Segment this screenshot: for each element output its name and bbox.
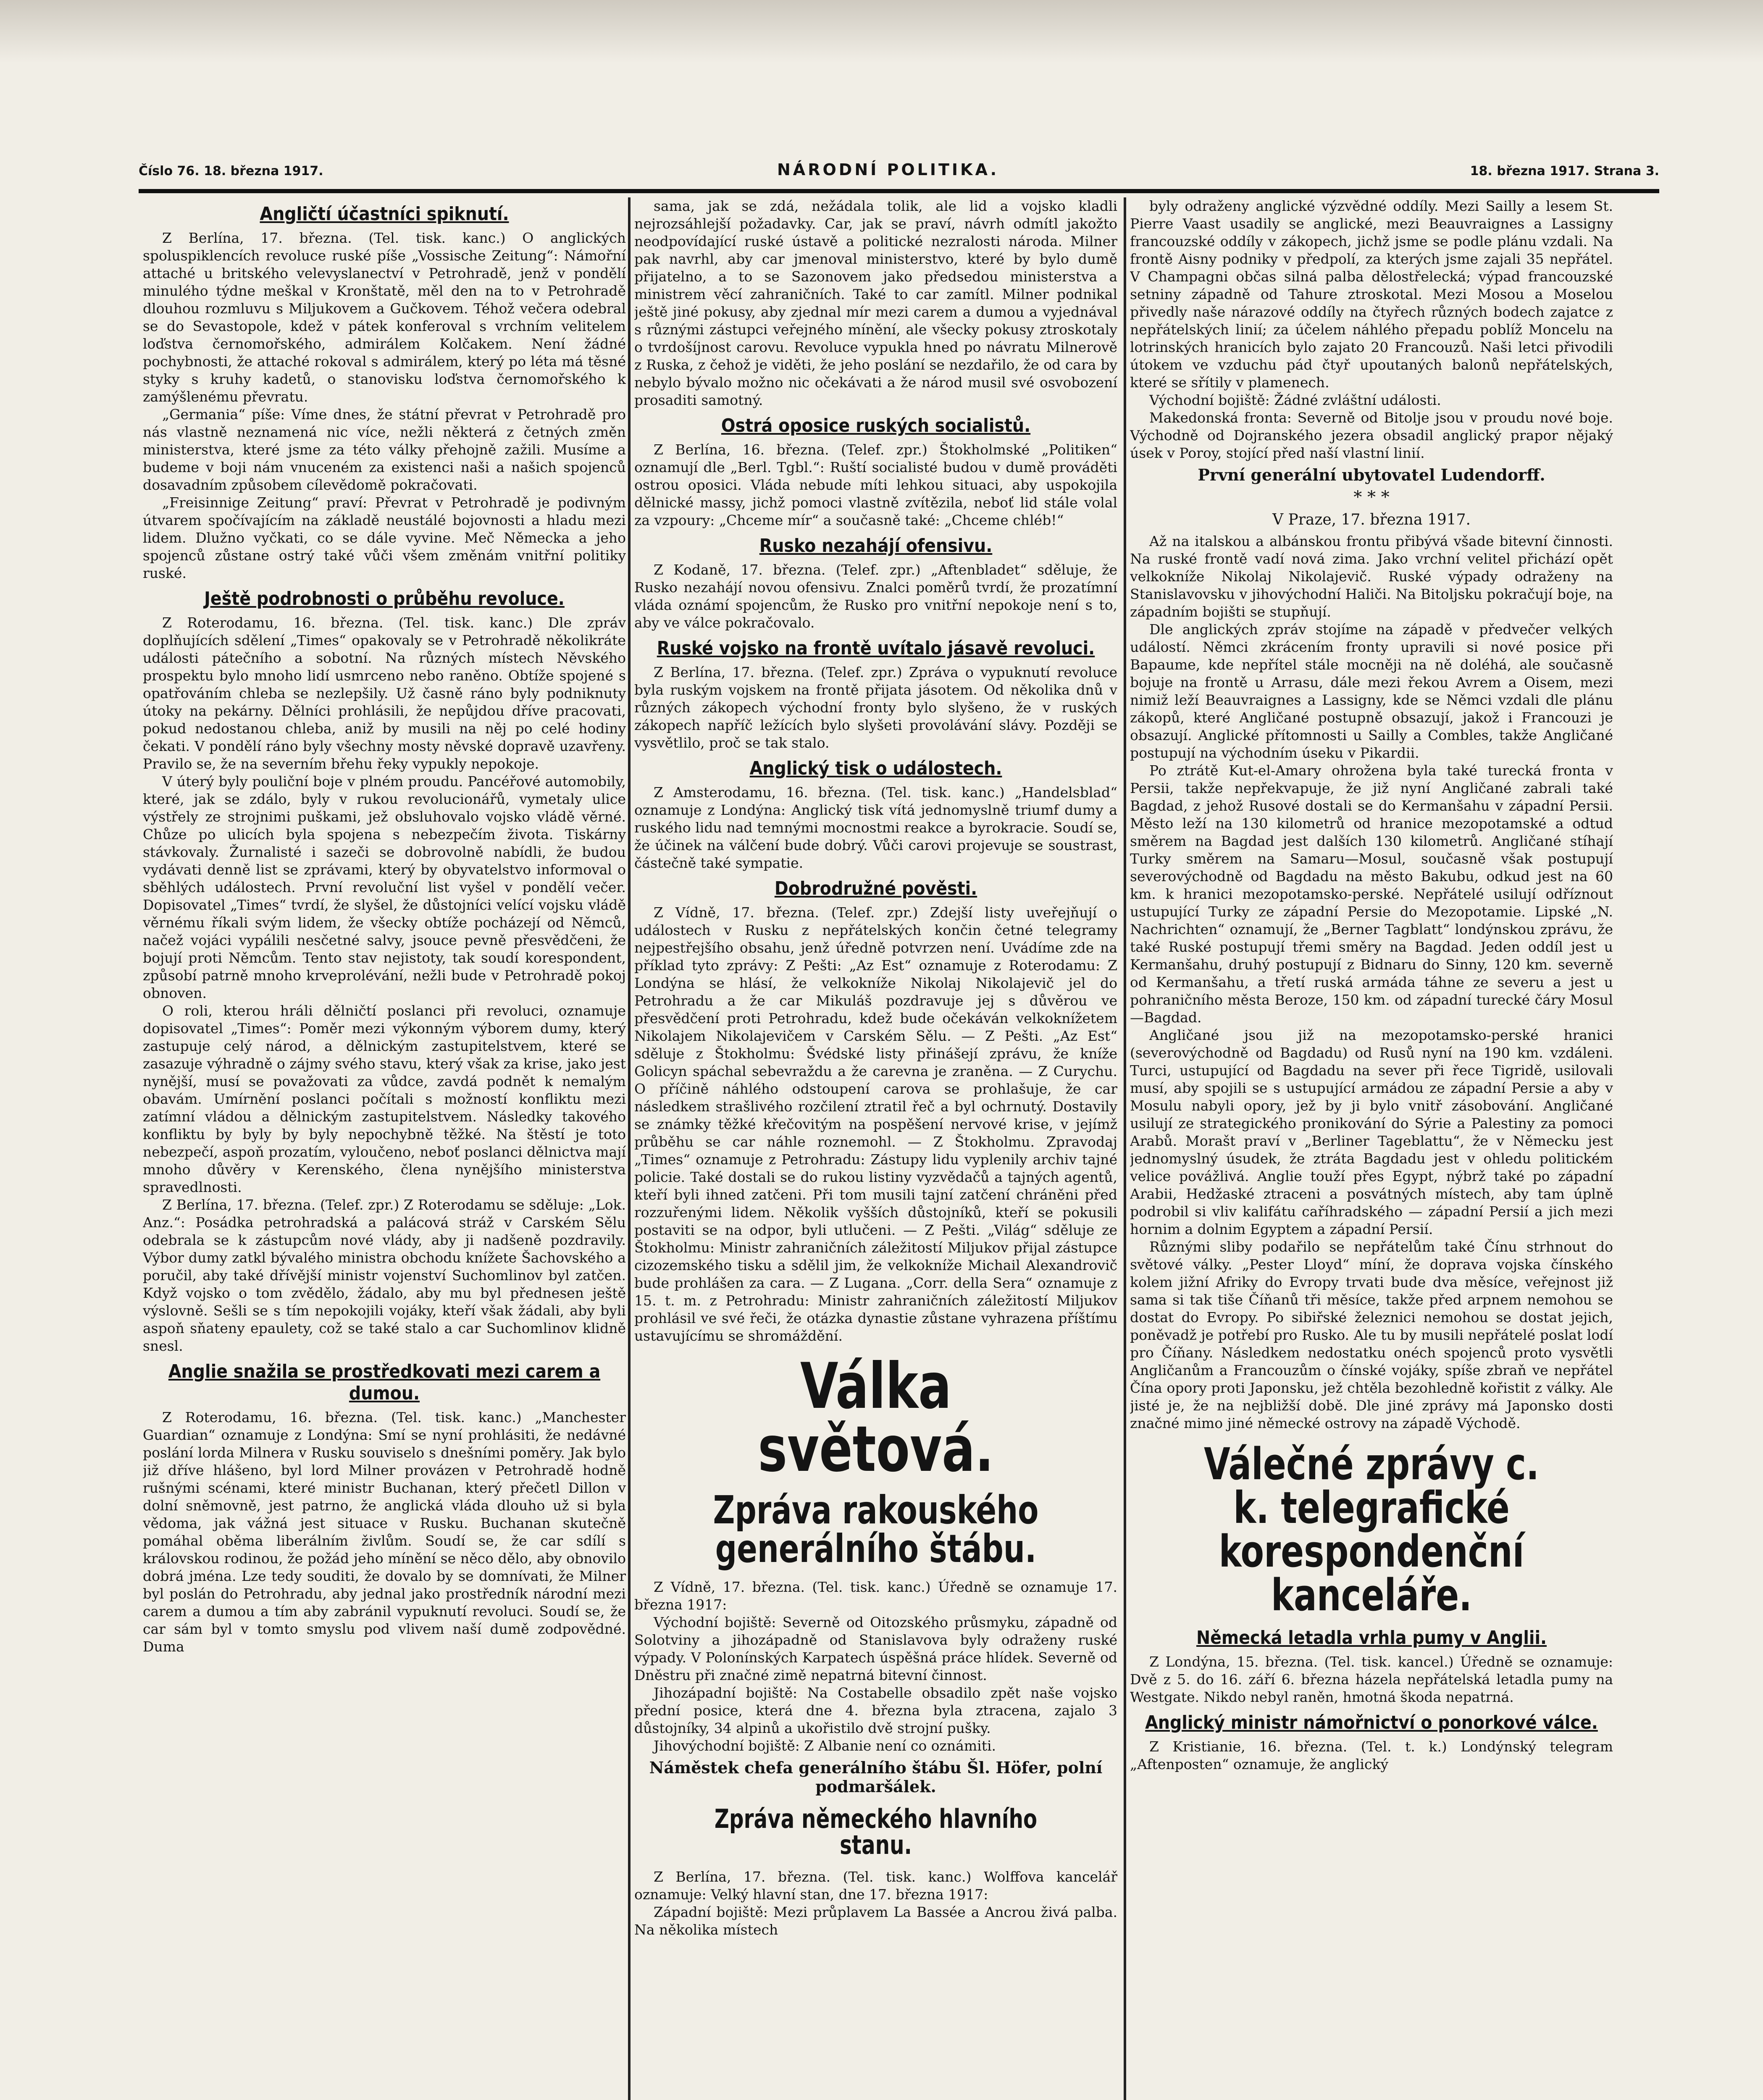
signature-line: První generální ubytovatel Ludendorff. xyxy=(1198,465,1545,484)
article-paragraph: Z Vídně, 17. března. (Telef. zpr.) Zdejší listy uveřejňují o událostech v Rusku z nepřátelských končin četné telegramy nejpestřejšího obsahu, jenž úředně potvrzen není. Uvádíme zde na příklad tyto zprávy: Z Pešti: „Az Est“ oznamuje z Roterodamu: Z Londýna se hlásí, že velkokníže Nikolaj Nikolajevič jel do Petrohradu a že car Mikuláš pozdravuje jej s důvěrou ve přesvědčení proti Petrohradu, kdež bude očekáván velkoknížetem Nikolajem Nikolajevičem v Carském Sělu. — Z Pešti. „Az Est“ sděluje z Štokholmu: Švédské listy přinášejí zprávu, že kníže Golicyn spáchal sebevraždu a že carevna je zraněna. — Z Curychu. O příčině náhlého odstoupení carova se prohlašuje, že car následkem strašlivého rozčilení ztratil řeč a byl ochrnutý. Dostavily se známky těžké křečovitým na pospěšení nervové krise, v jejímž průběhu se car náhle roznemohl. — Z Štokholmu. Zpravodaj „Times“ oznamuje z Petrohradu: Zástupy lidu vyplenily archiv tajné policie. Také dostali se do rukou listiny vyzvědačů a tajných agentů, kteří byli ihned zatčeni. Při tom musili tajní zatčení chráněni před rozzuřenými lidem. Několik vyšších důstojníků, kteří se pokusili postaviti se na odpor, byli utlučeni. — Z Pešti. „Világ“ sděluje ze Štokholmu: Ministr zahraničních záležitostí Miljukov přijal zástupce cizozemského tisku a sdělil jim, že velkokníže Michail Alexandrovič bude prohlášen za cara. — Z Lugana. „Corr. della Sera“ oznamuje z 15. t. m. z Petrohradu: Ministr zahraničních záležitostí Miljukov prohlásil ve své řeči, že otázka dynastie zůstane vyhrazena příštímu ustavujícímu se shromáždění. xyxy=(634,904,1117,1344)
article-paragraph: Různými sliby podařilo se nepřátelům také Čínu strhnout do světové války. „Pester Lloyd“ míní, že doprava vojska čínského kolem jižní Afriky do Evropy trvati bude dva měsíce, veřejnost již sama si tak tiše Číňanů tři měsíce, takže před arpnem nemohou se dostat do Evropy. Po sibiřské železnici nemohou se dostat jejich, poněvadž je potřebí pro Rusko. Ale tu by musili nepřátelé poslat lodí pro Číňany. Následkem nedostatku onéch spojenců proto vysvětli Angličanům a Francouzům o čínské vojáky, spíše zbraň ve nepřátel Čína opory proti Japonsku, jež chtěla bezohledně kořistit z války. Ale jisté je, že na nejbližší době. Dle jiné zprávy má Japonsko dosti značné mimo jiné německé ostrovy na západě Východě. xyxy=(1130,1239,1613,1431)
article-paragraph: Z Berlína, 17. března. (Tel. tisk. kanc.) Wolffova kancelář oznamuje: Velký hlavní stan, dne 17. března 1917: xyxy=(634,1869,1117,1903)
article-paragraph: Z Berlína, 17. března. (Telef. zpr.) Z Roterodamu se sděluje: „Lok. Anz.“: Posádka petrohradská a palácová stráž v Carském Sělu odebrala se k zástupcům nové vlády, aby ji nadšeně pozdravily. Výbor dumy zatkl bývalého ministra obchodu knížete Šachovského a poručil, aby také dřívější ministr vojenství Suchomlinov byl zatčen. Když vojsko o tom zvědělo, žádalo, aby mu byl přednesen ještě výslovně. Sešli se s tím nepokojili vojáky, kteří však žádali, aby byli aspoň sňateny epaulety, což se také stalo a car Suchomlinov klidně snesl. xyxy=(143,1197,626,1354)
article-headline: Rusko nezahájí ofensivu. xyxy=(759,535,993,556)
article-paragraph: Až na italskou a albánskou frontu přibývá všade bitevní činnosti. Na ruské frontě vadí nová zima. Jako vrchní velitel přichází opět velkokníže Nikolaj Nikolajevič. Ruské výpady odraženy na Stanislavovsku v jihovýchodní Haliči. Na Bitoljsku pokračují boje, na západním bojišti se stupňují. xyxy=(1130,533,1613,620)
article-paragraph: Po ztrátě Kut-el-Amary ohrožena byla také turecká fronta v Persii, takže nepřekvapuje, že již nyní Angličané zabrali také Bagdad, z jehož Rusové dostali se do Kermanšahu v západní Persii. Město leží na 130 kilometrů od hranice mezopotamské a odtud směrem na Bagdad jest dalších 130 kilometrů. Angličané stíhají Turky směrem na Samaru—Mosul, současně však postupují severovýchodně od Bagdadu na město Bakubu, odkud jest na 60 km. k hranici mezopotamsko-perské. Nepřátelé usilují odříznout ustupující Turky ze západní Persie do Mezopotamie. Lipské „N. Nachrichten“ oznamují, že „Berner Tagblatt“ londýnskou zprávu, že také Ruské postupují třemi směry na Bagdad. Jeden oddíl jest u Kermanšahu, druhý postupují z Bidnaru do Sinny, 120 km. severně od Kermanšahu, a třetí ruská armáda táhne ze severu a jest u pohraničního města Beroze, 150 km. od západní turecké čáry Mosul—Bagdad. xyxy=(1130,762,1613,1026)
article-headline: Anglický ministr námořnictví o ponorkové válce. xyxy=(1145,1712,1598,1733)
article-paragraph: Jihovýchodní bojiště: Z Albanie není co oznámiti. xyxy=(654,1738,996,1754)
article-paragraph: Z Berlína, 17. března. (Telef. zpr.) Zpráva o vypuknutí revoluce byla ruským vojskem na frontě přijata jásotem. Od několika dnů v různých zákopech východní fronty bylo slyšeno, že v ruských zákopech napříč ležících bylo slyšeti provolávání slávy. Později se vysvětlilo, proč se tak stalo. xyxy=(634,664,1117,751)
article-paragraph: Z Londýna, 15. března. (Tel. tisk. kancel.) Úředně se oznamuje: Dvě z 5. do 16. září 6. března házela nepřátelská letadla pumy na Westgate. Nikdo nebyl raněn, hmotná škoda nepatrná. xyxy=(1130,1654,1613,1705)
article-paragraph: Východní bojiště: Severně od Oitozského průsmyku, západně od Solotviny a jihozápadně od Stanislavova byly odraženy ruské výpady. V Polonínských Karpatech úspěšná práce hlídek. Severně od Dněstru při značné zimě nepatrná bitevní činnost. xyxy=(634,1614,1117,1683)
section-banner: Zpráva rakouského generálního štábu. xyxy=(713,1488,1039,1571)
article-paragraph: „Germania“ píše: Víme dnes, že státní převrat v Petrohradě pro nás vlastně neznamená nic více, nežli některá z četných změn ministerstva, které jsme za této války přehojně zažili. Musíme a budeme v boji nám vnuceném za existenci naši a našich spojenců dosavadním způsobem cílevědomě pokračovati. xyxy=(143,406,626,493)
article-paragraph: Východní bojiště: Žádné zvláštní události. xyxy=(1149,392,1441,408)
article-paragraph: Jihozápadní bojiště: Na Costabelle obsadilo zpět naše vojsko přední posice, která dne 4. března byla ztracena, zajalo 3 důstojníky, 34 alpinů a ukořistilo dvě strojní pušky. xyxy=(634,1685,1117,1736)
article-headline: Angličtí účastníci spiknutí. xyxy=(260,203,509,225)
page-header xyxy=(139,160,1659,189)
column-1 xyxy=(143,197,626,2100)
article-paragraph: Z Kristianie, 16. března. (Tel. t. k.) Londýnský telegram „Aftenposten“ oznamuje, že anglický xyxy=(1130,1738,1613,1772)
article-paragraph: Z Roterodamu, 16. března. (Tel. tisk. kanc.) Dle zpráv doplňujících sdělení „Times“ opakovaly se v Petrohradě několikráte události pátečního a sobotní. Na různých místech Něvského prospektu bylo mnoho lidí usmrceno nebo raněno. Obtíže spojené s opatřováním chleba se nezlepšily. Už časně ráno byly podniknuty útoky na pekárny. Dělníci prohlásili, že nepůjdou dříve pracovati, pokud nedostanou chleba, aniž by musili na něj po celé hodiny čekati. V pondělí ráno byly všechny mosty něvské dopravě uzavřeny. Pravilo se, že na severním břehu řeky vypukly nepokoje. xyxy=(143,614,626,772)
masthead-title: NÁRODNÍ POLITIKA. xyxy=(777,160,999,179)
article-paragraph: Makedonská fronta: Severně od Bitolje jsou v proudu nové boje. Východně od Dojranského jezera obsadil anglický prapor nějaký úsek v Poroy, stojící před naší vlastní linií. xyxy=(1130,410,1613,461)
column-3 xyxy=(1130,197,1613,2100)
column-divider xyxy=(1124,197,1126,2100)
article-headline: Ještě podrobnosti o průběhu revoluce. xyxy=(204,588,565,609)
article-paragraph: sama, jak se zdá, nežádala tolik, ale lid a vojsko kladli nejrozsáhlejší požadavky. Car, jak se praví, návrh odmítl jakožto neodpovídající ruské ústavě a politické nezralosti národa. Milner pak navrhl, aby car jmenoval ministerstvo, které by bylo dumě přijatelno, a to se Sazonovem jako předsedou ministerstva a ministrem věcí zahraničních. Také to car zamítl. Milner podnikal ještě jiné pokusy, aby zjednal mír mezi carem a dumou a vyjednával s různými zástupci veřejného mínění, ale všecky pokusy ztroskotaly o tvrdošíjnost carovu. Revoluce vypukla hned po návratu Milnerově z Ruska, z čehož je viděti, že jeho poslání se nezdařilo, že od cara by nebylo bývalo možno nic očekávati a že národ musil své osvobození prosaditi samotný. xyxy=(634,198,1117,408)
article-headline: Anglický tisk o událostech. xyxy=(749,758,1002,779)
article-paragraph: Z Berlína, 17. března. (Tel. tisk. kanc.) O anglických spoluspiklencích revoluce ruské píše „Vossische Zeitung“: Námořní attaché u britského velevyslanectví v Petrohradě, jenž v pondělí minulého týdne meškal v Kronštatě, měl den na to v Petrohradě dlouhou rozmluvu s Miljukovem a Gučkovem. Téhož večera odebral se do Sevastopole, kdež v pátek konferoval s vrchním velitelem loďstva černomořského, admirálem Kolčakem. Není žádné pochybnosti, že attaché rokoval s admirálem, který po léta má těsné styky s kruhy kadetů, o stanovisku loďstva černomořského k zamýšlenému převratu. xyxy=(143,230,626,405)
separator-stars: * * * xyxy=(1353,488,1390,507)
article-headline: Německá letadla vrhla pumy v Anglii. xyxy=(1196,1627,1547,1648)
article-headline: Ostrá oposice ruských socialistů. xyxy=(721,415,1031,436)
dateline: V Praze, 17. března 1917. xyxy=(1272,511,1471,528)
article-paragraph: Z Vídně, 17. března. (Tel. tisk. kanc.) Úředně se oznamuje 17. března 1917: xyxy=(634,1579,1117,1613)
article-paragraph: byly odraženy anglické výzvědné oddíly. Mezi Sailly a lesem St. Pierre Vaast usadily se anglické, mezi Beauvraignes a Lassigny francouzské oddíly v zákopech, jichž jsme se podle plánu vzdali. Na frontě Aisny podniky v předpolí, za kterých jsme zajali 35 nepřátel. V Champagni občas silná palba dělostřelecká; výpad francouzské setniny západně od Tahure ztroskotal. Mezi Mosou a Moselou přivedly naše nárazové oddíly na čtyřech různých bodech zajatce z nepřátelských linií; za účelem náhlého přepadu poblíž Moncelu na lotrinských hranicích bylo zajato 20 Francouzů. Naši letci přivodili útokem ve vzduchu pád čtyř upoutaných balonů nepřátelských, které se sřítily v plamenech. xyxy=(1130,198,1613,391)
article-paragraph: O roli, kterou hráli dělničtí poslanci při revoluci, oznamuje dopisovatel „Times“: Poměr mezi výkonným výborem dumy, který zastupuje celý národ, a dělnickým zastupitelstvem, které se zasazuje výhradně o zájmy svého stavu, který však za krise, jako jest nynější, musí se považovati za vůdce, zavdá podnět k nemalým obavám. Umírnění poslanci počítali s možností konfliktu mezi zatímní vládou a dělnickým zastupitelstvem. Následky takového konfliktu by byly by byly nepochybně těžké. Na štěstí je toto nebezpečí, aspoň prozatím, vyloučeno, neboť poslanci dělnictva mají mnoho důvěry v Kerenského, člena nynějšího ministerstva spravedlnosti. xyxy=(143,1003,626,1195)
article-paragraph: „Freisinnige Zeitung“ praví: Převrat v Petrohradě je podivným útvarem spočívajícím na základě neustálé bojovnosti a hladu mezi lidem. Dlužno vyčkati, co se dále vyvine. Meč Německa a jeho spojenců zůstane ostrý také vůči všem změnám vnitřní politiky ruské. xyxy=(143,494,626,581)
article-headline: Ruské vojsko na frontě uvítalo jásavě revoluci. xyxy=(657,638,1095,659)
article-paragraph: V úterý byly pouliční boje v plném proudu. Pancéřové automobily, které, jak se zdálo, byly v rukou revolucionářů, vymetaly ulice výstřely ze strojnimi puškami, jež obsluhovalo vojsko vládě věrné. Chůze po ulicích byla spojena s nebezpečím života. Tiskárny stávkovaly. Žurnalisté i sazeči se dobrovolně nabídli, že budou vydávati denně list se zprávami, který by obyvatelstvo informoval o sběhlých událostech. První revoluční list vyšel v pondělí večer. Dopisovatel „Times“ tvrdí, že slyšel, že důstojníci velící vojsku vládě věrnému říkali svým lidem, že všecky obtíže pocházejí od Němců, načež vojáci vypálili nesčetné salvy, jsouce pevně přesvědčeni, že bojují proti Němcům. Tento stav nejistoty, tak soudí korespondent, způsobí patrně mnoho krveprolévání, nežli bude v Petrohradě pokoj obnoven. xyxy=(143,773,626,1001)
column-2 xyxy=(634,197,1117,2100)
article-paragraph: Z Kodaně, 17. března. (Telef. zpr.) „Aftenbladet“ sděluje, že Rusko nezahájí novou ofensivu. Znalci poměrů tvrdí, že prozatímní vláda oznámí spojencům, že Rusko pro vnitřní nepokoje není s to, aby ve válce pokračovalo. xyxy=(634,562,1117,631)
section-banner: Zpráva německého hlavního stanu. xyxy=(714,1803,1038,1860)
article-paragraph: Západní bojiště: Mezi průplavem La Bassée a Ancrou živá palba. Na několika místech xyxy=(634,1904,1117,1938)
header-right: 18. března 1917. Strana 3. xyxy=(1470,164,1659,178)
scan-edge xyxy=(0,0,1763,63)
signature-line: Náměstek chefa generálního štábu Šl. Höfer, polní podmaršálek. xyxy=(649,1758,1103,1796)
article-headline: Dobrodružné pověsti. xyxy=(774,878,977,899)
article-paragraph: Z Roterodamu, 16. března. (Tel. tisk. kanc.) „Manchester Guardian“ oznamuje z Londýna: Smí se nyní prohlásiti, že nedávné poslání lorda Milnera v Rusku souviselo s dnešními poměry. Jak bylo již dříve hlášeno, byl lord Milner provázen v Petrohradě hodně rušnými scénami, které ministr Buchanan, který přečetl Dillon v dolní sněmovně, jest patrno, že anglická vláda dlouho už si byla vědoma, jak vážná jest situace v Rusku. Buchanan skutečně pomáhal oběma liberálním živlům. Soudí se, že car sdílí s královskou rodinou, že požád jeho mínění se něco dělo, aby obnovilo dobrá jména. Lze tedy souditi, že dovalo by se domnívati, že Milner byl poslán do Petrohradu, aby jednal jako prostředník národní mezi carem a dumou a tím aby zabránil vypuknutí revoluci. Soudí se, že car sám byl v tomto smyslu pod vlivem naší dumě zodpovědné. Duma xyxy=(143,1409,626,1655)
column-divider xyxy=(628,197,631,2100)
article-paragraph: Z Amsterodamu, 16. března. (Tel. tisk. kanc.) „Handelsblad“ oznamuje z Londýna: Anglický tisk vítá jednomyslně triumf dumy a ruského lidu nad temnými mocnostmi reakce a byrokracie. Soudí se, že účinek na válčení bude dobrý. Vůči carovi projevuje se soustrast, částečně také sympatie. xyxy=(634,784,1117,871)
article-paragraph: Angličané jsou již na mezopotamsko-perské hranici (severovýchodně od Bagdadu) od Rusů nyní na 190 km. vzdáleni. Turci, ustupující od Bagdadu na sever při řece Tigridě, usilovali musí, aby spojili se s ustupující armádou ze západní Persie a aby v Mosulu nabyli opory, jež by ji bylo vnitř zásobování. Angličané usilují ze strategického pronikování do Sýrie a Palestiny za pomoci Arabů. Morašt praví v „Berliner Tageblattu“, že v Německu jest jednomyslný úsudek, že ztráta Bagdadu jest v ohledu politickém velice povážlivá. Anglie touží přes Egypt, nýbrž také po západní Arabii, Hedžaské ztraceni a posvátných místech, aby tam úplně podrobil si vliv kalifátu caříhradského — západní Persií a jich mezi hornim a dolnim Egyptem a západní Persií. xyxy=(1130,1027,1613,1237)
section-banner: Válka světová. xyxy=(758,1350,994,1486)
header-rule xyxy=(139,189,1659,193)
article-headline: Anglie snažila se prostředkovati mezi carem a dumou. xyxy=(168,1361,601,1404)
section-banner: Válečné zprávy c. k. telegrafické korespondenční kanceláře. xyxy=(1204,1438,1539,1621)
header-left: Číslo 76. 18. března 1917. xyxy=(139,164,323,178)
article-paragraph: Z Berlína, 16. března. (Telef. zpr.) Štokholmské „Politiken“ oznamují dle „Berl. Tgbl.“: Ruští socialisté budou v dumě prováděti ostrou oposici. Vláda nebude míti lehkou situaci, aby uspokojila dělnické massy, jichž pomoci vlastně zvítězila, neboť lid stále volal za vzpoury: „Chceme mír“ a současně také: „Chceme chléb!“ xyxy=(634,441,1117,528)
article-paragraph: Dle anglických zpráv stojíme na západě v předvečer velkých událostí. Němci zkrácením fronty upravili si nové posice při Bapaume, kde nepřítel stále mocněji na ně doléhá, ale současně bojuje na frontě u Arrasu, dále mezi řekou Avrem a Oisem, mezi nimiž leží Beauvraignes a Lassigny, kde se Němci vzdali dle plánu zákopů, které Angličané postupně obsazují, jakož i Francouzi je obsazují. Anglické přítomnosti u Sailly a Combles, takže Angličané postupují na východním úseku v Pikardii. xyxy=(1130,621,1613,761)
